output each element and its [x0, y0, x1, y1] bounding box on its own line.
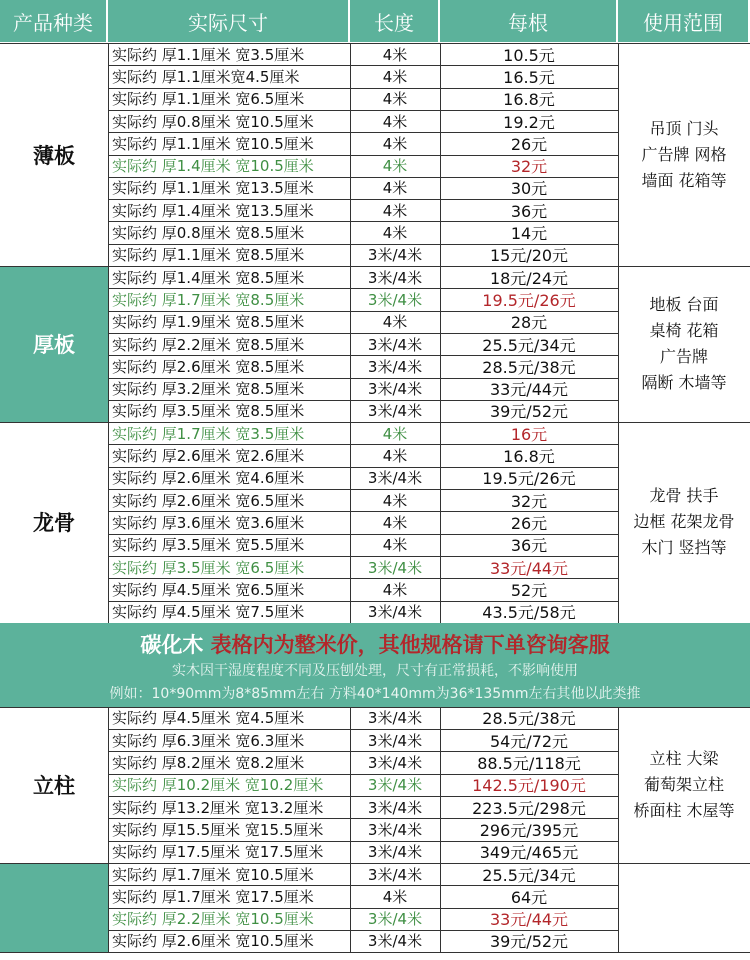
- size-cell: 实际约 厚1.4厘米 宽13.5厘米: [112, 201, 314, 220]
- usage-line: 吊顶 门头: [649, 118, 719, 138]
- length-cell: 4米: [382, 580, 408, 599]
- grid-line: [350, 422, 351, 623]
- header-cell: 每根: [440, 0, 618, 42]
- length-cell: 4米: [382, 887, 408, 906]
- length-cell: 3米/4米: [367, 776, 423, 795]
- header-cell: 实际尺寸: [108, 0, 350, 42]
- size-cell: 实际约 厚17.5厘米 宽17.5厘米: [112, 843, 324, 862]
- grid-line: [108, 333, 618, 334]
- length-cell: 3米/4米: [367, 798, 423, 817]
- length-cell: 4米: [382, 447, 408, 466]
- grid-line: [618, 43, 619, 266]
- length-cell: 3米/4米: [367, 357, 423, 376]
- length-cell: 3米/4米: [367, 246, 423, 265]
- price-cell: 52元: [510, 580, 548, 600]
- grid-line: [0, 707, 750, 708]
- grid-line: [618, 707, 619, 863]
- length-cell: 4米: [382, 536, 408, 555]
- grid-line: [108, 863, 109, 952]
- size-cell: 实际约 厚1.1厘米 宽6.5厘米: [112, 90, 305, 109]
- grid-line: [108, 556, 618, 557]
- length-cell: 4米: [382, 224, 408, 243]
- usage-line: 桥面柱 木屋等: [633, 800, 735, 820]
- length-cell: 3米/4米: [367, 402, 423, 421]
- size-cell: 实际约 厚2.6厘米 宽10.5厘米: [112, 932, 314, 951]
- grid-line: [0, 43, 750, 44]
- grid-line: [440, 863, 441, 952]
- length-cell: 4米: [382, 45, 408, 64]
- price-cell: 142.5元/190元: [472, 776, 586, 796]
- price-cell: 349元/465元: [479, 843, 579, 863]
- price-cell: 19.5元/26元: [482, 290, 576, 310]
- price-cell: 296元/395元: [479, 820, 579, 840]
- grid-line: [350, 863, 351, 952]
- size-cell: 实际约 厚8.2厘米 宽8.2厘米: [112, 754, 305, 773]
- category-cell: 厚板: [0, 266, 108, 422]
- grid-line: [108, 199, 618, 200]
- price-cell: 25.5元/34元: [482, 865, 576, 885]
- category-cell: 龙骨: [0, 422, 108, 623]
- notice-banner: [0, 623, 750, 707]
- size-cell: 实际约 厚2.6厘米 宽6.5厘米: [112, 491, 305, 510]
- grid-line: [108, 43, 109, 266]
- price-cell: 16元: [510, 424, 548, 444]
- usage-line: 地板 台面: [649, 295, 719, 315]
- grid-line: [0, 863, 750, 864]
- size-cell: 实际约 厚3.6厘米 宽3.6厘米: [112, 513, 305, 532]
- usage-line: 墙面 花箱等: [641, 170, 727, 190]
- length-cell: 3米/4米: [367, 268, 423, 287]
- price-cell: 28元: [510, 313, 548, 333]
- price-cell: 16.8元: [503, 90, 555, 110]
- length-cell: 4米: [382, 90, 408, 109]
- grid-line: [108, 729, 618, 730]
- size-cell: 实际约 厚13.2厘米 宽13.2厘米: [112, 798, 324, 817]
- category-cell: 薄板: [0, 43, 108, 266]
- grid-line: [440, 43, 441, 266]
- grid-line: [108, 707, 109, 863]
- size-cell: 实际约 厚2.6厘米 宽4.6厘米: [112, 469, 305, 488]
- size-cell: 实际约 厚2.6厘米 宽2.6厘米: [112, 447, 305, 466]
- grid-line: [108, 177, 618, 178]
- notice-line: 例如：10*90mm为8*85mm左右 方料40*140mm为36*135mm左右其他以此类推: [109, 685, 641, 702]
- length-cell: 3米/4米: [367, 380, 423, 399]
- price-cell: 19.5元/26元: [482, 469, 576, 489]
- price-cell: 36元: [510, 201, 548, 221]
- grid-line: [108, 578, 618, 579]
- notice-title: [0, 629, 750, 659]
- usage-line: 广告牌: [659, 347, 708, 367]
- length-cell: 3米/4米: [367, 709, 423, 728]
- length-cell: 3米/4米: [367, 603, 423, 622]
- price-cell: 33元/44元: [489, 910, 569, 930]
- length-cell: 4米: [382, 424, 408, 443]
- size-cell: 实际约 厚2.6厘米 宽8.5厘米: [112, 357, 305, 376]
- grid-line: [350, 707, 351, 863]
- price-cell: 28.5元/38元: [482, 709, 576, 729]
- notice-title-product: 碳化木: [140, 632, 204, 657]
- length-cell: 4米: [382, 491, 408, 510]
- size-cell: 实际约 厚1.7厘米 宽8.5厘米: [112, 290, 305, 309]
- length-cell: 4米: [382, 112, 408, 131]
- grid-line: [108, 930, 618, 931]
- price-cell: 39元/52元: [489, 932, 569, 952]
- size-cell: 实际约 厚4.5厘米 宽4.5厘米: [112, 709, 305, 728]
- grid-line: [108, 266, 109, 422]
- grid-line: [108, 244, 618, 245]
- length-cell: 3米/4米: [367, 335, 423, 354]
- size-cell: 实际约 厚6.3厘米 宽6.3厘米: [112, 731, 305, 750]
- grid-line: [0, 422, 750, 423]
- price-cell: 16.5元: [503, 67, 555, 87]
- grid-line: [440, 422, 441, 623]
- length-cell: 3米/4米: [367, 558, 423, 577]
- grid-line: [108, 467, 618, 468]
- grid-line: [108, 378, 618, 379]
- usage-line: 边框 花架龙骨: [633, 512, 735, 532]
- usage-cell: [618, 707, 750, 863]
- size-cell: 实际约 厚1.7厘米 宽17.5厘米: [112, 887, 314, 906]
- size-cell: 实际约 厚0.8厘米 宽10.5厘米: [112, 112, 314, 131]
- price-cell: 43.5元/58元: [482, 603, 576, 623]
- grid-line: [108, 444, 618, 445]
- length-cell: 3米/4米: [367, 290, 423, 309]
- grid-line: [108, 796, 618, 797]
- size-cell: 实际约 厚3.5厘米 宽5.5厘米: [112, 536, 305, 555]
- size-cell: 实际约 厚4.5厘米 宽6.5厘米: [112, 580, 305, 599]
- grid-line: [108, 511, 618, 512]
- length-cell: 3米/4米: [367, 932, 423, 951]
- grid-line: [108, 422, 109, 623]
- category-cell: [0, 863, 108, 952]
- price-cell: 28.5元/38元: [482, 357, 576, 377]
- usage-line: 龙骨 扶手: [649, 486, 719, 506]
- size-cell: 实际约 厚1.1厘米 宽13.5厘米: [112, 179, 314, 198]
- price-cell: 10.5元: [503, 45, 555, 65]
- length-cell: 4米: [382, 313, 408, 332]
- grid-line: [108, 288, 618, 289]
- length-cell: 3米/4米: [367, 820, 423, 839]
- grid-line: [108, 885, 618, 886]
- header-cell: 使用范围: [618, 0, 750, 42]
- grid-line: [108, 489, 618, 490]
- price-cell: 223.5元/298元: [472, 798, 586, 818]
- size-cell: 实际约 厚3.5厘米 宽8.5厘米: [112, 402, 305, 421]
- grid-line: [108, 774, 618, 775]
- grid-line: [440, 707, 441, 863]
- grid-line: [108, 400, 618, 401]
- length-cell: 4米: [382, 201, 408, 220]
- length-cell: 4米: [382, 179, 408, 198]
- grid-line: [440, 266, 441, 422]
- grid-line: [108, 155, 618, 156]
- price-cell: 33元/44元: [489, 558, 569, 578]
- usage-line: 立柱 大梁: [649, 748, 719, 768]
- grid-line: [108, 534, 618, 535]
- header-cell: 产品种类: [0, 0, 108, 42]
- grid-line: [618, 863, 619, 952]
- grid-line: [108, 311, 618, 312]
- length-cell: 3米/4米: [367, 754, 423, 773]
- grid-line: [108, 841, 618, 842]
- grid-line: [108, 751, 618, 752]
- grid-line: [0, 952, 750, 953]
- usage-line: 桌椅 花箱: [649, 321, 719, 341]
- usage-line: 葡萄架立柱: [643, 774, 724, 794]
- size-cell: 实际约 厚1.4厘米 宽10.5厘米: [112, 157, 314, 176]
- size-cell: 实际约 厚1.1厘米宽4.5厘米: [112, 67, 300, 86]
- price-cell: 25.5元/34元: [482, 335, 576, 355]
- grid-line: [108, 601, 618, 602]
- size-cell: 实际约 厚2.2厘米 宽8.5厘米: [112, 335, 305, 354]
- price-cell: 32元: [510, 157, 548, 177]
- usage-cell: [618, 422, 750, 623]
- grid-line: [108, 132, 618, 133]
- size-cell: 实际约 厚3.5厘米 宽6.5厘米: [112, 558, 305, 577]
- grid-line: [108, 65, 618, 66]
- size-cell: 实际约 厚3.2厘米 宽8.5厘米: [112, 380, 305, 399]
- price-cell: 15元/20元: [489, 246, 569, 266]
- price-cell: 88.5元/118元: [477, 754, 581, 774]
- price-cell: 64元: [510, 887, 548, 907]
- size-cell: 实际约 厚1.1厘米 宽8.5厘米: [112, 246, 305, 265]
- size-cell: 实际约 厚1.9厘米 宽8.5厘米: [112, 313, 305, 332]
- price-cell: 36元: [510, 536, 548, 556]
- grid-line: [618, 422, 619, 623]
- usage-line: 广告牌 网格: [641, 144, 727, 164]
- price-cell: 16.8元: [503, 447, 555, 467]
- price-cell: 39元/52元: [489, 402, 569, 422]
- price-cell: 14元: [510, 224, 548, 244]
- length-cell: 3米/4米: [367, 731, 423, 750]
- grid-line: [108, 818, 618, 819]
- usage-cell: [618, 266, 750, 422]
- grid-line: [350, 43, 351, 266]
- price-cell: 33元/44元: [489, 380, 569, 400]
- length-cell: 3米/4米: [367, 865, 423, 884]
- category-cell: 立柱: [0, 707, 108, 863]
- grid-line: [108, 110, 618, 111]
- price-cell: 30元: [510, 179, 548, 199]
- length-cell: 3米/4米: [367, 469, 423, 488]
- size-cell: 实际约 厚4.5厘米 宽7.5厘米: [112, 603, 305, 622]
- grid-line: [618, 266, 619, 422]
- grid-line: [108, 355, 618, 356]
- grid-line: [108, 908, 618, 909]
- usage-cell: [618, 863, 750, 952]
- price-cell: 19.2元: [503, 112, 555, 132]
- price-cell: 26元: [510, 134, 548, 154]
- size-cell: 实际约 厚15.5厘米 宽15.5厘米: [112, 820, 324, 839]
- size-cell: 实际约 厚1.7厘米 宽3.5厘米: [112, 424, 305, 443]
- length-cell: 3米/4米: [367, 910, 423, 929]
- usage-cell: [618, 43, 750, 266]
- price-cell: 32元: [510, 491, 548, 511]
- length-cell: 4米: [382, 513, 408, 532]
- size-cell: 实际约 厚10.2厘米 宽10.2厘米: [112, 776, 324, 795]
- usage-line: 隔断 木墙等: [641, 373, 727, 393]
- notice-title-text: 表格内为整米价，其他规格请下单咨询客服: [203, 632, 610, 657]
- size-cell: 实际约 厚0.8厘米 宽8.5厘米: [112, 224, 305, 243]
- length-cell: 4米: [382, 134, 408, 153]
- size-cell: 实际约 厚1.1厘米 宽10.5厘米: [112, 134, 314, 153]
- grid-line: [108, 221, 618, 222]
- grid-line: [350, 266, 351, 422]
- grid-line: [0, 266, 750, 267]
- header-cell: 长度: [350, 0, 440, 42]
- length-cell: 3米/4米: [367, 843, 423, 862]
- length-cell: 4米: [382, 157, 408, 176]
- grid-line: [108, 88, 618, 89]
- size-cell: 实际约 厚1.4厘米 宽8.5厘米: [112, 268, 305, 287]
- size-cell: 实际约 厚2.2厘米 宽10.5厘米: [112, 910, 314, 929]
- size-cell: 实际约 厚1.1厘米 宽3.5厘米: [112, 45, 305, 64]
- price-cell: 18元/24元: [489, 268, 569, 288]
- price-cell: 54元/72元: [489, 731, 569, 751]
- price-cell: 26元: [510, 513, 548, 533]
- notice-line: 实木因干湿度程度不同及压刨处理，尺寸有正常损耗，不影响使用: [172, 662, 578, 679]
- usage-line: 木门 竖挡等: [641, 538, 727, 558]
- length-cell: 4米: [382, 67, 408, 86]
- size-cell: 实际约 厚1.7厘米 宽10.5厘米: [112, 865, 314, 884]
